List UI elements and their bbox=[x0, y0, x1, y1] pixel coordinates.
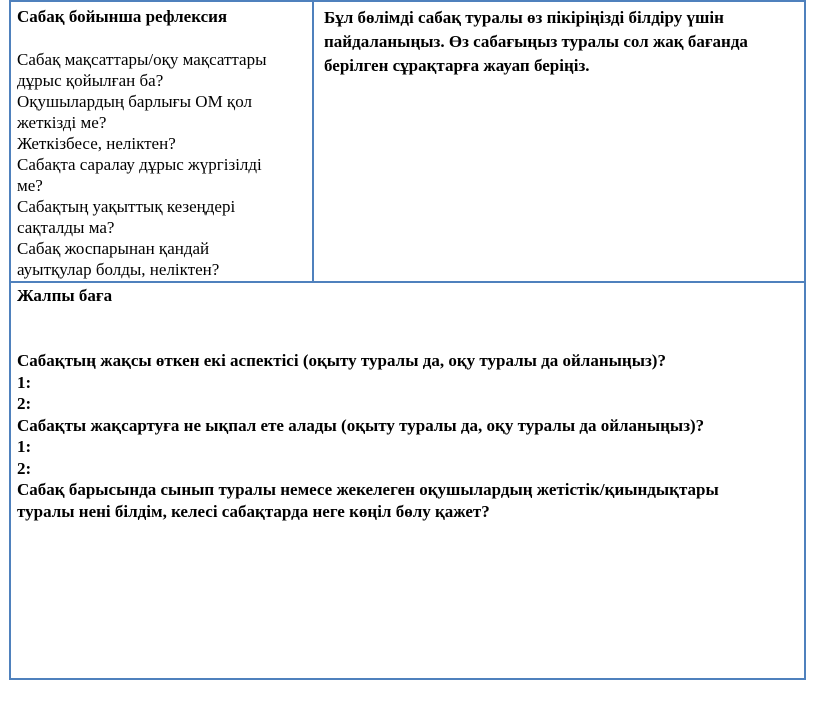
answer-slot-2: 2: bbox=[17, 458, 32, 478]
answer-slot-2: 2: bbox=[17, 394, 32, 413]
question-line: Сабақ жоспарынан қандай bbox=[17, 239, 210, 258]
question-line: ме? bbox=[17, 176, 43, 195]
answer-slot-1: 1: bbox=[17, 372, 32, 392]
question-line: жеткізді ме? bbox=[17, 113, 107, 132]
question-line: ауытқулар болды, неліктен? bbox=[17, 260, 220, 279]
question-line: Оқушылардың барлығы ОМ қол bbox=[17, 92, 252, 111]
question-line: Сабақ мақсаттары/оқу мақсаттары bbox=[17, 50, 267, 69]
instruction-line: пайдаланыңыз. Өз сабағыңыз туралы сол жақ бағанда bbox=[324, 32, 748, 51]
assessment-question: туралы нені білдім, келесі сабақтарда неге көңіл бөлу қажет? bbox=[17, 501, 490, 521]
general-assessment-cell[interactable] bbox=[11, 283, 804, 678]
reflection-table bbox=[9, 0, 806, 680]
table-top-row bbox=[11, 2, 804, 283]
assessment-question: Сабақ барысында сынып туралы немесе жекелеген оқушылардың жетістік/қиындықтары bbox=[17, 480, 719, 499]
left-cell-title: Сабақ бойынша рефлексия bbox=[17, 7, 228, 26]
question-line: Жеткізбесе, неліктен? bbox=[17, 134, 176, 153]
question-line: сақталды ма? bbox=[17, 218, 115, 237]
question-line: дұрыс қойылған ба? bbox=[17, 71, 164, 90]
question-line: Сабақтың уақыттық кезеңдері bbox=[17, 197, 236, 216]
question-line: Сабақта саралау дұрыс жүргізілді bbox=[17, 155, 262, 174]
instruction-line: Бұл бөлімді сабақ туралы өз пікіріңізді білдіру үшін bbox=[324, 8, 724, 27]
general-assessment-title: Жалпы баға bbox=[17, 286, 113, 305]
assessment-question: Сабақты жақсартуға не ықпал ете алады (оқыту туралы да, оқу туралы да ойланыңыз)? bbox=[17, 415, 705, 435]
answer-slot-1: 1: bbox=[17, 437, 32, 456]
left-question-cell bbox=[11, 2, 314, 281]
assessment-question: Сабақтың жақсы өткен екі аспектісі (оқыту туралы да, оқу туралы да ойланыңыз)? bbox=[17, 351, 666, 370]
right-instruction-cell[interactable] bbox=[314, 2, 804, 281]
instruction-line: берілген сұрақтарға жауап беріңіз. bbox=[324, 56, 590, 75]
